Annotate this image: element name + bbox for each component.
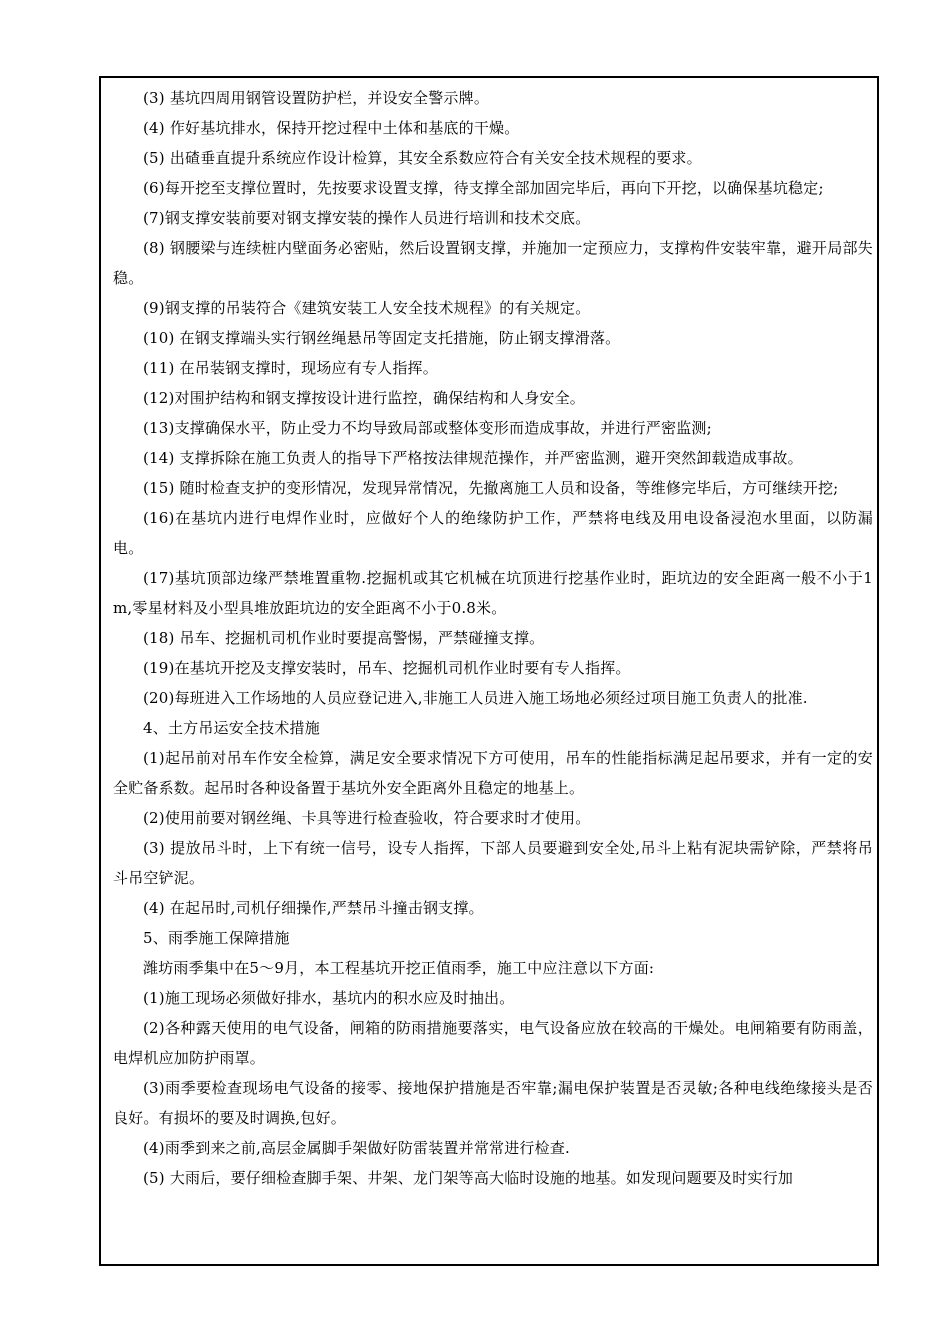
paragraph: (20)每班进入工作场地的人员应登记进入,非施工人员进入施工场地必须经过项目施工负责人的批准. [143, 689, 808, 707]
paragraph: (3) 基坑四周用钢管设置防护栏，并设安全警示牌。 [143, 89, 490, 107]
paragraph: (2)使用前要对钢丝绳、卡具等进行检查验收，符合要求时才使用。 [143, 809, 591, 827]
paragraph: (10) 在钢支撑端头实行钢丝绳悬吊等固定支托措施，防止钢支撑滑落。 [143, 329, 621, 347]
paragraph: (1)施工现场必须做好排水，基坑内的积水应及时抽出。 [143, 989, 515, 1007]
paragraph: (9)钢支撑的吊装符合《建筑安装工人安全技术规程》的有关规定。 [143, 299, 591, 317]
paragraph: (5) 大雨后，要仔细检查脚手架、井架、龙门架等高大临时设施的地基。如发现问题要及时实行加 [143, 1169, 794, 1187]
paragraph: (15) 随时检查支护的变形情况，发现异常情况，先撤离施工人员和设备，等维修完毕后，方可继续开挖; [143, 479, 839, 497]
paragraph: (3) 提放吊斗时，上下有统一信号，设专人指挥，下部人员要避到安全处,吊斗上粘有泥块需铲除，严禁将吊斗吊空铲泥。 [113, 839, 873, 887]
paragraph: (8) 钢腰梁与连续桩内壁面务必密贴，然后设置钢支撑，并施加一定预应力，支撑构件安装牢靠，避开局部失稳。 [113, 239, 873, 287]
document-frame [99, 76, 879, 1266]
paragraph: (4) 在起吊时,司机仔细操作,严禁吊斗撞击钢支撑。 [143, 899, 484, 917]
paragraph: (14) 支撑拆除在施工负责人的指导下严格按法律规范操作，并严密监测，避开突然卸载造成事故。 [143, 449, 803, 467]
paragraph: (4) 作好基坑排水，保持开挖过程中土体和基底的干燥。 [143, 119, 520, 137]
paragraph: (13)支撑确保水平，防止受力不均导致局部或整体变形而造成事故，并进行严密监测; [143, 419, 712, 437]
paragraph: (16)在基坑内进行电焊作业时，应做好个人的绝缘防护工作，严禁将电线及用电设备浸泡水里面，以防漏电。 [113, 509, 873, 557]
paragraph: (17)基坑顶部边缘严禁堆置重物.挖掘机或其它机械在坑顶进行挖基作业时，距坑边的安全距离一般不小于1m,零星材料及小型具堆放距坑边的安全距离不小于0.8米。 [113, 569, 873, 617]
paragraph: (11) 在吊装钢支撑时，现场应有专人指挥。 [143, 359, 438, 377]
paragraph: (12)对围护结构和钢支撑按设计进行监控，确保结构和人身安全。 [143, 389, 585, 407]
paragraph: (1)起吊前对吊车作安全检算，满足安全要求情况下方可使用，吊车的性能指标满足起吊要求，并有一定的安全贮备系数。起吊时各种设备置于基坑外安全距离外且稳定的地基上。 [113, 749, 873, 797]
paragraph: (3)雨季要检查现场电气设备的接零、接地保护措施是否牢靠;漏电保护装置是否灵敏;各种电线绝缘接头是否良好。有损坏的要及时调换,包好。 [113, 1079, 873, 1127]
paragraph: (4)雨季到来之前,高层金属脚手架做好防雷装置并常常进行检查. [143, 1139, 570, 1157]
paragraph: (19)在基坑开挖及支撑安装时，吊车、挖掘机司机作业时要有专人指挥。 [143, 659, 631, 677]
document-body [113, 83, 873, 1193]
paragraph: 潍坊雨季集中在5～9月，本工程基坑开挖正值雨季，施工中应注意以下方面: [143, 959, 655, 977]
paragraph: (2)各种露天使用的电气设备，闸箱的防雨措施要落实，电气设备应放在较高的干燥处。电闸箱要有防雨盖，电焊机应加防护雨罩。 [113, 1019, 873, 1067]
paragraph: (6)每开挖至支撑位置时，先按要求设置支撑，待支撑全部加固完毕后，再向下开挖，以确保基坑稳定; [143, 179, 824, 197]
section-heading: 5、雨季施工保障措施 [143, 929, 290, 947]
paragraph: (5) 出碴垂直提升系统应作设计检算，其安全系数应符合有关安全技术规程的要求。 [143, 149, 702, 167]
paragraph: (18) 吊车、挖掘机司机作业时要提高警惕，严禁碰撞支撑。 [143, 629, 545, 647]
paragraph: (7)钢支撑安装前要对钢支撑安装的操作人员进行培训和技术交底。 [143, 209, 591, 227]
section-heading: 4、土方吊运安全技术措施 [143, 719, 320, 737]
